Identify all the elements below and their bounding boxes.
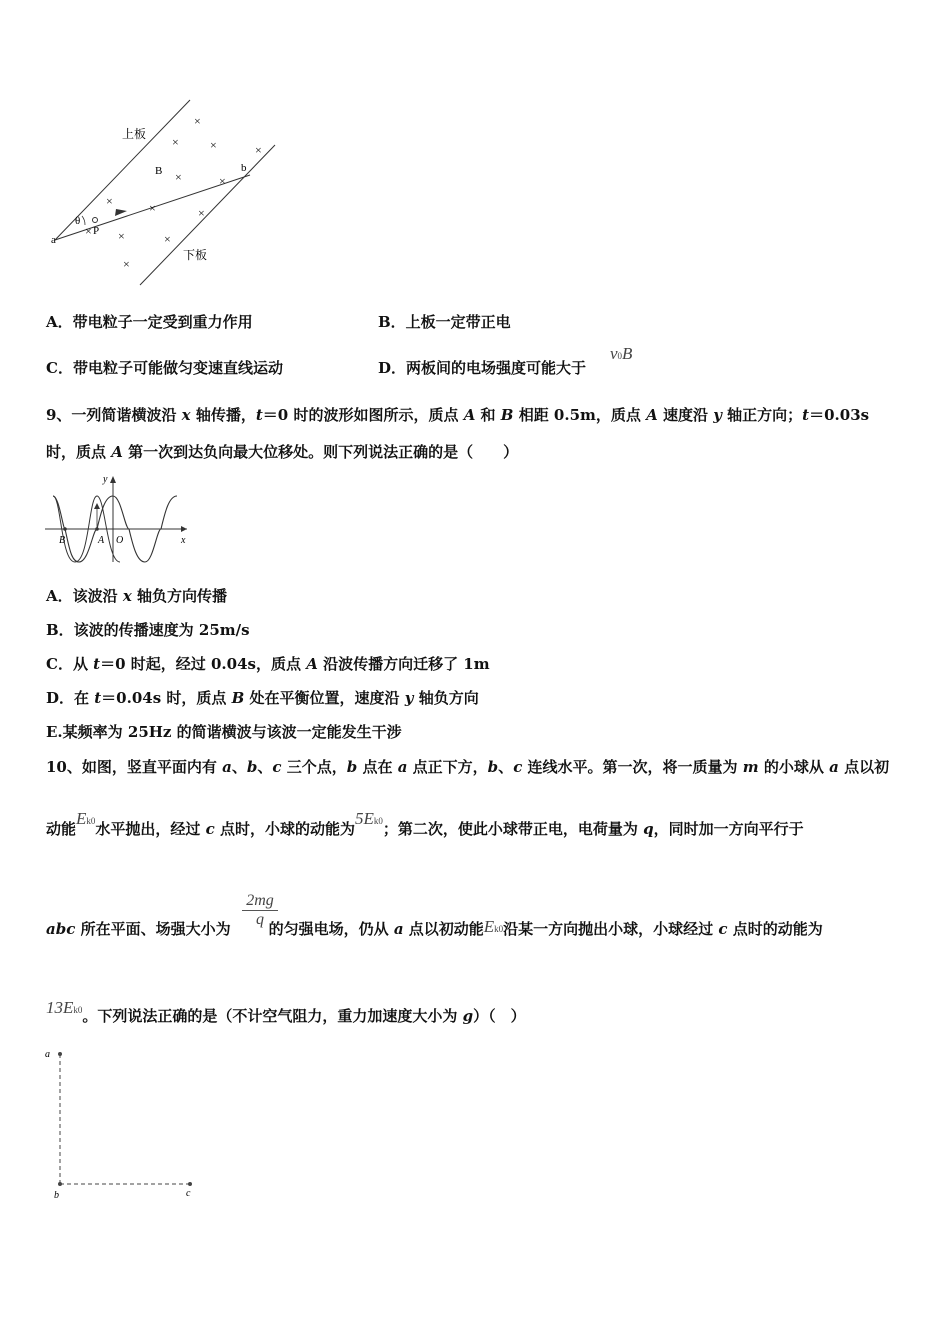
label-lower-plate: 下板	[183, 248, 208, 262]
q8-option-d-text: D．两板间的电场强度可能大于	[378, 359, 587, 377]
point-a-label: a	[45, 1049, 50, 1060]
field-cross: ×	[164, 232, 171, 246]
field-cross: ×	[198, 206, 205, 220]
graph-y-label: y	[103, 474, 108, 485]
abc-figure	[40, 1045, 210, 1205]
q9-option-c: C．从 t＝0 时起，经过 0.04s，质点 A 沿波传播方向迁移了 1m	[46, 655, 490, 673]
field-strength-fraction: $\frac{2mg}{q}$	[242, 892, 278, 929]
q9-option-d: D．在 t＝0.04s 时，质点 B 处在平衡位置，速度沿 y 轴负方向	[46, 689, 479, 707]
label-point-P: P	[93, 225, 100, 237]
q9-option-a: A．该波沿 x 轴负方向传播	[46, 587, 228, 605]
label-point-b: b	[241, 162, 247, 174]
point-c-label: c	[186, 1188, 191, 1199]
q9-stem-line2: 时，质点 A 第一次到达负向最大位移处。则下列说法正确的是（ ）	[46, 443, 519, 461]
graph-B-label: B	[59, 535, 66, 546]
field-cross: ×	[255, 143, 262, 157]
graph-x-label: x	[181, 535, 186, 546]
q9-option-b: B．该波的传播速度为 25m/s	[46, 621, 250, 639]
q10-stem-line4: 13Ek0。下列说法正确的是（不计空气阻力，重力加速度大小为 g）（ ）	[46, 998, 526, 1025]
wave-graph	[45, 472, 195, 567]
q9-stem-line1: 9、一列简谐横波沿 x 轴传播，t＝0 时的波形如图所示，质点 A 和 B 相距 0.5m，质点 A 速度沿 y 轴正方向；t＝0.03s	[46, 406, 870, 424]
label-point-a: a	[51, 234, 56, 246]
q8-option-d	[378, 357, 586, 378]
field-cross: ×	[175, 170, 182, 184]
graph-O-label: O	[116, 535, 124, 546]
field-cross: ×	[123, 257, 130, 271]
q8-option-d-formula: v0B	[610, 344, 633, 363]
label-field-B: B	[155, 165, 163, 177]
field-cross: ×	[106, 194, 113, 208]
q10-stem-line2: 动能Ek0水平抛出，经过 c 点时，小球的动能为5Ek0；第二次，使此小球带正电，电荷量为 q，同时加一方向平行于	[46, 809, 804, 838]
q8-option-b: B．上板一定带正电	[378, 313, 511, 331]
q8-option-a: A．带电粒子一定受到重力作用	[46, 313, 253, 331]
field-cross: ×	[149, 201, 156, 215]
label-upper-plate: 上板	[122, 127, 147, 141]
field-cross: ×	[85, 224, 92, 238]
q8-option-c: C．带电粒子可能做匀变速直线运动	[46, 359, 283, 377]
label-theta: θ	[75, 215, 81, 227]
plates-figure	[45, 95, 285, 275]
point-b-label: b	[54, 1190, 59, 1201]
q9-option-e: E.某频率为 25Hz 的简谐横波与该波一定能发生干涉	[46, 723, 402, 741]
field-cross: ×	[219, 174, 226, 188]
q10-stem-line1: 10、如图，竖直平面内有 a、b、c 三个点，b 点在 a 点正下方，b、c 连线水平。第一次，将一质量为 m 的小球从 a 点以初	[46, 758, 890, 776]
field-cross: ×	[210, 138, 217, 152]
field-cross: ×	[172, 135, 179, 149]
q10-stem-line3: abc 所在平面、场强大小为 的匀强电场，仍从 a 点以初动能Ek0沿某一方向抛出小球，小球经过 c 点时的动能为	[46, 917, 823, 938]
field-cross: ×	[118, 229, 125, 243]
graph-A-label: A	[98, 535, 105, 546]
field-cross: ×	[194, 114, 201, 128]
